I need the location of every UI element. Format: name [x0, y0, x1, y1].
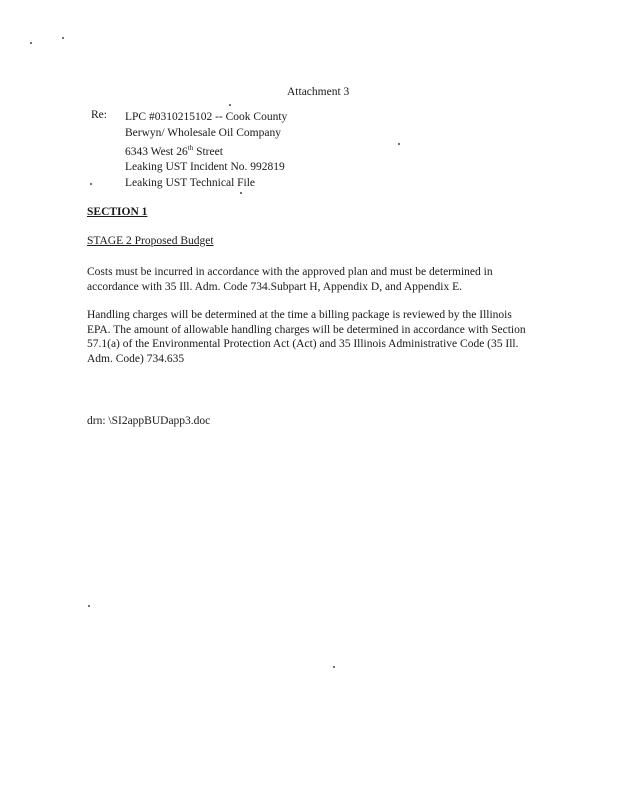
re-line-address: 6343 West 26th Street: [125, 144, 223, 158]
scan-speck: [62, 37, 64, 39]
handling-line: EPA. The amount of allowable handling charges will be determined in accordance with Section: [87, 323, 526, 336]
scan-speck: [88, 605, 90, 607]
handling-line: Adm. Code) 734.635: [87, 352, 185, 365]
scan-speck: [398, 143, 400, 145]
handling-line: Handling charges will be determined at the time a billing package is reviewed by the Illinois: [87, 309, 512, 321]
file-reference: drn: \SI2appBUDapp3.doc: [87, 415, 211, 427]
re-line-lpc: LPC #0310215102 -- Cook County: [125, 111, 288, 123]
re-block: [125, 110, 287, 191]
re-line-file: Leaking UST Technical File: [125, 176, 256, 189]
attachment-title: Attachment 3: [287, 86, 350, 98]
scan-speck: [333, 666, 335, 668]
costs-line: accordance with 35 Ill. Adm. Code 734.Subpart H, Appendix D, and Appendix E.: [87, 280, 462, 293]
re-line-company: Berwyn/ Wholesale Oil Company: [125, 126, 281, 139]
handling-paragraph: [87, 308, 547, 366]
handling-line: 57.1(a) of the Environmental Protection Act (Act) and 35 Illinois Administrative Code (35 Ill.: [87, 338, 519, 350]
re-line-incident: Leaking UST Incident No. 992819: [125, 161, 285, 174]
scan-speck: [229, 104, 231, 106]
scan-speck: [90, 183, 92, 185]
budget-subheading: STAGE 2 Proposed Budget: [87, 235, 214, 247]
costs-paragraph: [87, 265, 547, 294]
scan-speck: [30, 42, 32, 44]
section-heading: SECTION 1: [87, 206, 148, 218]
scan-speck: [240, 192, 242, 194]
re-label: Re:: [91, 109, 107, 121]
costs-line: Costs must be incurred in accordance with the approved plan and must be determined in: [87, 266, 493, 278]
